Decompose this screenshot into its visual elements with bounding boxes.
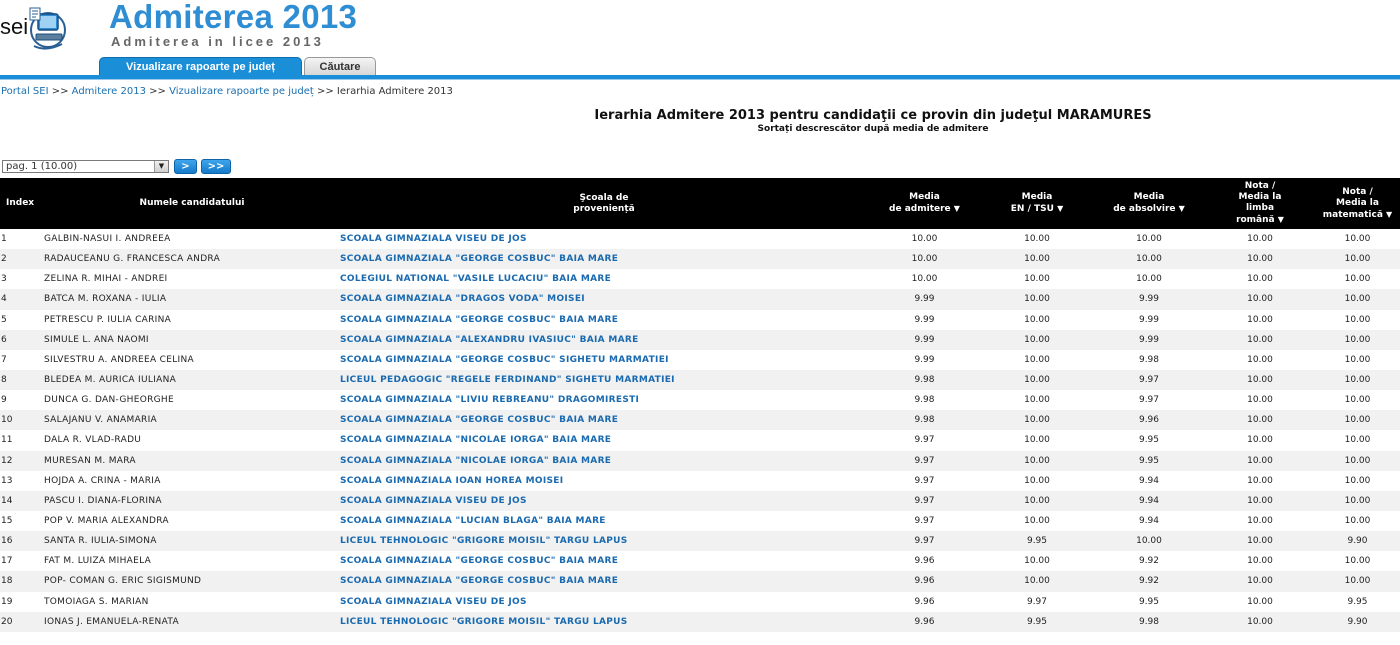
cell-media-absolvire: 9.98 <box>1138 616 1160 627</box>
cell-media-admitere: 9.98 <box>914 375 935 386</box>
cell-school[interactable]: LICEUL TEHNOLOGIC "GRIGORE MOISIL" TARGU LAPUS <box>340 536 628 547</box>
cell-index: 13 <box>1 475 13 486</box>
cell-nota-romana: 10.00 <box>1247 516 1273 527</box>
cell-media-absolvire: 9.95 <box>1138 455 1160 466</box>
cell-nota-mate: 9.95 <box>1347 596 1368 607</box>
cell-media-absolvire: 9.96 <box>1138 415 1160 426</box>
app-subtitle: Admiterea in licee 2013 <box>111 34 324 49</box>
cell-nota-mate: 10.00 <box>1344 556 1371 567</box>
cell-media-en: 9.95 <box>1026 536 1048 547</box>
cell-school[interactable]: SCOALA GIMNAZIALA "GEORGE COSBUC" BAIA MARE <box>340 415 619 426</box>
col-nota-romana-line2: Media la <box>1238 192 1282 202</box>
cell-name: DUNCA G. DAN-GHEORGHE <box>44 395 174 406</box>
cell-nota-mate: 10.00 <box>1344 375 1371 386</box>
cell-media-absolvire: 10.00 <box>1136 234 1162 245</box>
cell-media-en: 10.00 <box>1024 254 1050 265</box>
cell-index: 8 <box>1 375 7 386</box>
cell-school[interactable]: SCOALA GIMNAZIALA VISEU DE JOS <box>340 596 527 607</box>
cell-media-admitere: 9.97 <box>914 475 935 486</box>
breadcrumb-portal-sei[interactable]: Portal SEI <box>1 86 49 97</box>
cell-media-en: 10.00 <box>1024 234 1050 245</box>
last-page-button[interactable]: >> <box>201 159 231 174</box>
cell-school[interactable]: SCOALA GIMNAZIALA "GEORGE COSBUC" BAIA MARE <box>340 576 619 587</box>
col-nota-mate-line3: matematică <box>1322 209 1383 220</box>
col-nota-romana-line4: română <box>1236 215 1275 225</box>
cell-name: POP V. MARIA ALEXANDRA <box>44 516 169 527</box>
cell-media-en: 10.00 <box>1024 314 1050 325</box>
cell-nota-mate: 10.00 <box>1344 314 1371 325</box>
cell-name: HOJDA A. CRINA - MARIA <box>44 475 161 486</box>
cell-nota-mate: 9.90 <box>1347 536 1368 547</box>
cell-school[interactable]: SCOALA GIMNAZIALA "LUCIAN BLAGA" BAIA MARE <box>340 516 606 527</box>
cell-index: 7 <box>1 354 7 365</box>
cell-index: 19 <box>1 596 13 607</box>
sort-arrow-icon[interactable]: ▼ <box>953 204 960 213</box>
cell-media-en: 10.00 <box>1024 334 1050 345</box>
cell-nota-romana: 10.00 <box>1247 294 1273 305</box>
cell-school[interactable]: SCOALA GIMNAZIALA "NICOLAE IORGA" BAIA MARE <box>340 435 612 446</box>
cell-index: 1 <box>1 234 7 245</box>
cell-nota-mate: 10.00 <box>1344 475 1371 486</box>
cell-name: DALA R. VLAD-RADU <box>44 435 142 446</box>
cell-media-absolvire: 9.92 <box>1138 576 1160 587</box>
table-row <box>0 310 1400 330</box>
col-nota-mate[interactable] <box>1315 178 1400 229</box>
cell-school[interactable]: SCOALA GIMNAZIALA "GEORGE COSBUC" SIGHETU MARMATIEI <box>340 354 669 365</box>
cell-school[interactable]: COLEGIUL NATIONAL "VASILE LUCACIU" BAIA MARE <box>340 274 612 285</box>
cell-index: 14 <box>1 495 13 506</box>
cell-media-admitere: 9.96 <box>914 616 935 627</box>
cell-nota-mate: 10.00 <box>1344 435 1371 446</box>
col-nota-romana[interactable] <box>1205 178 1315 229</box>
cell-name: ZELINA R. MIHAI - ANDREI <box>44 274 168 285</box>
cell-nota-mate: 10.00 <box>1344 495 1371 506</box>
cell-media-absolvire: 9.99 <box>1138 334 1160 345</box>
table-header <box>0 178 1400 229</box>
cell-nota-romana: 10.00 <box>1247 395 1273 406</box>
cell-media-admitere: 9.96 <box>914 596 935 607</box>
cell-nota-romana: 10.00 <box>1247 375 1273 386</box>
tab-rapoarte-judet[interactable]: Vizualizare rapoarte pe județ <box>99 57 302 77</box>
table-row <box>0 451 1400 471</box>
col-nota-mate-line1: Nota / <box>1342 186 1373 197</box>
cell-media-admitere: 9.99 <box>914 314 935 325</box>
col-media-en[interactable] <box>981 178 1093 229</box>
cell-nota-mate: 10.00 <box>1344 455 1371 466</box>
sort-arrow-icon[interactable]: ▼ <box>1057 204 1064 213</box>
cell-media-en: 10.00 <box>1024 556 1050 567</box>
cell-name: SALAJANU V. ANAMARIA <box>44 415 157 426</box>
cell-index: 18 <box>1 576 13 587</box>
table-row <box>0 229 1400 249</box>
cell-media-en: 10.00 <box>1024 354 1050 365</box>
breadcrumb-separator: >> <box>149 86 166 97</box>
table-row <box>0 571 1400 591</box>
breadcrumb-admitere[interactable]: Admitere 2013 <box>71 86 146 97</box>
cell-school[interactable]: SCOALA GIMNAZIALA "ALEXANDRU IVASIUC" BAIA MARE <box>340 334 639 345</box>
col-school-line2: proveniență <box>573 203 635 214</box>
cell-media-absolvire: 9.94 <box>1138 495 1160 506</box>
table-row <box>0 471 1400 491</box>
chevron-down-icon[interactable]: ▼ <box>154 161 168 172</box>
cell-media-admitere: 9.99 <box>914 334 935 345</box>
cell-school[interactable]: SCOALA GIMNAZIALA VISEU DE JOS <box>340 234 527 245</box>
cell-nota-romana: 10.00 <box>1247 536 1273 547</box>
cell-media-en: 10.00 <box>1024 274 1050 285</box>
cell-media-absolvire: 9.95 <box>1138 435 1160 446</box>
cell-media-en: 10.00 <box>1024 294 1050 305</box>
cell-nota-romana: 10.00 <box>1247 435 1273 446</box>
cell-media-absolvire: 10.00 <box>1136 254 1162 265</box>
table-row <box>0 410 1400 430</box>
cell-name: IONAS J. EMANUELA-RENATA <box>44 616 179 627</box>
cell-media-en: 10.00 <box>1024 576 1050 587</box>
cell-school[interactable]: SCOALA GIMNAZIALA "GEORGE COSBUC" BAIA MARE <box>340 314 619 325</box>
cell-media-absolvire: 9.94 <box>1138 516 1160 527</box>
table-row <box>0 612 1400 632</box>
cell-nota-romana: 10.00 <box>1247 254 1273 265</box>
sort-note: Sortați descrescător după media de admitere <box>757 124 989 134</box>
col-nota-romana-line1: Nota / <box>1244 181 1276 191</box>
cell-nota-romana: 10.00 <box>1247 495 1273 506</box>
cell-media-absolvire: 9.94 <box>1138 475 1160 486</box>
cell-nota-mate: 10.00 <box>1344 294 1371 305</box>
cell-school[interactable]: SCOALA GIMNAZIALA "LIVIU REBREANU" DRAGOMIRESTI <box>340 395 640 406</box>
cell-index: 16 <box>1 536 13 547</box>
cell-name: PASCU I. DIANA-FLORINA <box>44 495 162 506</box>
cell-name: SILVESTRU A. ANDREEA CELINA <box>44 354 194 365</box>
cell-name: TOMOIAGA S. MARIAN <box>44 596 149 607</box>
cell-nota-mate: 10.00 <box>1344 516 1371 527</box>
cell-media-en: 10.00 <box>1024 395 1050 406</box>
table-row <box>0 269 1400 289</box>
breadcrumb-current: Ierarhia Admitere 2013 <box>336 86 453 97</box>
table-row <box>0 390 1400 410</box>
page-select[interactable] <box>2 160 169 173</box>
cell-name: SIMULE L. ANA NAOMI <box>44 334 149 345</box>
cell-name: FAT M. LUIZA MIHAELA <box>44 556 152 567</box>
cell-school[interactable]: LICEUL TEHNOLOGIC "GRIGORE MOISIL" TARGU LAPUS <box>340 616 628 627</box>
page-select-value: pag. 1 (10.00) <box>6 161 78 172</box>
sort-arrow-icon[interactable]: ▼ <box>1178 204 1185 213</box>
cell-name: GALBIN-NASUI I. ANDREEA <box>44 234 171 245</box>
cell-index: 20 <box>1 616 13 627</box>
cell-index: 17 <box>1 556 13 567</box>
cell-index: 15 <box>1 516 13 527</box>
table-row <box>0 330 1400 350</box>
cell-media-admitere: 9.97 <box>914 495 935 506</box>
results-table <box>0 178 1400 632</box>
cell-nota-mate: 10.00 <box>1344 576 1371 587</box>
cell-nota-romana: 10.00 <box>1247 576 1273 587</box>
col-media-en-line1: Media <box>1021 192 1053 202</box>
col-media-admitere[interactable] <box>868 178 981 229</box>
cell-nota-romana: 10.00 <box>1247 415 1273 426</box>
cell-media-en: 10.00 <box>1024 495 1050 506</box>
cell-school[interactable]: LICEUL PEDAGOGIC "REGELE FERDINAND" SIGHETU MARMATIEI <box>340 375 675 386</box>
cell-media-absolvire: 9.97 <box>1138 395 1160 406</box>
table-row <box>0 289 1400 309</box>
cell-name: BLEDEA M. AURICA IULIANA <box>44 375 177 386</box>
tab-cautare[interactable]: Căutare <box>304 57 376 77</box>
cell-media-admitere: 9.96 <box>914 556 935 567</box>
cell-name: SANTA R. IULIA-SIMONA <box>44 536 157 547</box>
cell-nota-mate: 10.00 <box>1344 234 1371 245</box>
table-row <box>0 370 1400 390</box>
col-media-en-line2: EN / TSU <box>1010 204 1054 214</box>
cell-media-admitere: 9.98 <box>914 415 935 426</box>
col-media-absolvire[interactable] <box>1093 178 1205 229</box>
cell-school[interactable]: SCOALA GIMNAZIALA IOAN HOREA MOISEI <box>340 475 564 486</box>
cell-media-absolvire: 10.00 <box>1136 536 1162 547</box>
table-row <box>0 531 1400 551</box>
breadcrumb-rapoarte[interactable]: Vizualizare rapoarte pe județ <box>169 86 314 97</box>
cell-nota-romana: 10.00 <box>1247 455 1273 466</box>
cell-nota-romana: 10.00 <box>1247 475 1273 486</box>
cell-index: 11 <box>1 435 13 446</box>
sort-arrow-icon[interactable]: ▼ <box>1386 209 1393 219</box>
cell-media-absolvire: 10.00 <box>1136 274 1162 285</box>
col-name: Numele candidatului <box>139 198 245 208</box>
cell-index: 10 <box>1 415 13 426</box>
cell-media-en: 10.00 <box>1024 435 1050 446</box>
cell-media-en: 9.95 <box>1026 616 1048 627</box>
cell-media-admitere: 10.00 <box>911 274 938 285</box>
cell-nota-romana: 10.00 <box>1247 616 1273 627</box>
cell-media-en: 10.00 <box>1024 516 1050 527</box>
col-nota-mate-line2: Media la <box>1336 197 1379 208</box>
cell-name: POP- COMAN G. ERIC SIGISMUND <box>44 576 202 587</box>
breadcrumb-separator: >> <box>51 86 69 97</box>
cell-index: 5 <box>1 314 7 325</box>
cell-school[interactable]: SCOALA GIMNAZIALA "GEORGE COSBUC" BAIA MARE <box>340 556 619 567</box>
cell-index: 3 <box>1 274 7 285</box>
col-school <box>340 178 868 229</box>
breadcrumb-separator: >> <box>316 86 334 97</box>
cell-school[interactable]: SCOALA GIMNAZIALA "DRAGOS VODA" MOISEI <box>340 294 585 305</box>
cell-media-admitere: 9.96 <box>914 576 935 587</box>
cell-index: 2 <box>1 254 7 265</box>
cell-index: 6 <box>1 334 7 345</box>
cell-media-absolvire: 9.99 <box>1138 294 1160 305</box>
cell-media-en: 10.00 <box>1024 455 1050 466</box>
cell-media-absolvire: 9.92 <box>1138 556 1160 567</box>
table-row <box>0 491 1400 511</box>
breadcrumb <box>1 86 453 97</box>
computer-icon <box>26 6 66 56</box>
cell-school[interactable]: SCOALA GIMNAZIALA "NICOLAE IORGA" BAIA MARE <box>340 455 612 466</box>
col-nota-romana-line3: limba <box>1245 203 1275 213</box>
col-media-admitere-line1: Media <box>909 192 940 202</box>
next-page-button[interactable]: > <box>174 159 197 174</box>
cell-index: 12 <box>1 455 13 466</box>
table-row <box>0 551 1400 571</box>
cell-nota-mate: 10.00 <box>1344 415 1371 426</box>
cell-nota-mate: 9.90 <box>1347 616 1368 627</box>
cell-media-en: 9.97 <box>1026 596 1048 607</box>
page-title: Ierarhia Admitere 2013 pentru candidaţii ce provin din judeţul MARAMURES <box>594 108 1152 123</box>
cell-nota-romana: 10.00 <box>1247 354 1273 365</box>
cell-media-absolvire: 9.98 <box>1138 354 1160 365</box>
cell-media-admitere: 9.97 <box>914 516 935 527</box>
logo-text: sei <box>0 14 29 39</box>
table-row <box>0 249 1400 269</box>
col-school-line1: Şcoala de <box>579 192 629 203</box>
table-row <box>0 350 1400 370</box>
cell-nota-mate: 10.00 <box>1344 254 1371 265</box>
table-row <box>0 511 1400 531</box>
cell-nota-romana: 10.00 <box>1247 596 1273 607</box>
cell-school[interactable]: SCOALA GIMNAZIALA VISEU DE JOS <box>340 495 527 506</box>
table-body <box>0 229 1400 632</box>
cell-media-admitere: 9.97 <box>914 455 935 466</box>
app-title: Admiterea 2013 <box>109 0 358 35</box>
cell-index: 4 <box>1 294 7 305</box>
cell-media-en: 10.00 <box>1024 475 1050 486</box>
col-media-admitere-line2: de admitere <box>889 204 951 214</box>
cell-nota-romana: 10.00 <box>1247 314 1273 325</box>
cell-media-admitere: 9.97 <box>914 536 935 547</box>
cell-index: 9 <box>1 395 7 406</box>
cell-name: RADAUCEANU G. FRANCESCA ANDRA <box>44 254 221 265</box>
cell-name: PETRESCU P. IULIA CARINA <box>44 314 172 325</box>
cell-media-admitere: 9.99 <box>914 294 935 305</box>
cell-media-en: 10.00 <box>1024 375 1050 386</box>
cell-media-en: 10.00 <box>1024 415 1050 426</box>
sort-arrow-icon[interactable]: ▼ <box>1277 215 1284 224</box>
cell-media-absolvire: 9.95 <box>1138 596 1160 607</box>
header-divider-light <box>0 79 1400 80</box>
cell-nota-romana: 10.00 <box>1247 274 1273 285</box>
table-row <box>0 430 1400 450</box>
cell-nota-romana: 10.00 <box>1247 334 1273 345</box>
cell-school[interactable]: SCOALA GIMNAZIALA "GEORGE COSBUC" BAIA MARE <box>340 254 619 265</box>
cell-media-admitere: 9.97 <box>914 435 935 446</box>
cell-nota-romana: 10.00 <box>1247 234 1273 245</box>
cell-nota-mate: 10.00 <box>1344 334 1371 345</box>
col-media-absolvire-line2: de absolvire <box>1113 204 1176 214</box>
cell-media-admitere: 10.00 <box>911 254 938 265</box>
page-header <box>0 0 1400 80</box>
cell-media-admitere: 10.00 <box>911 234 938 245</box>
table-row <box>0 592 1400 612</box>
col-media-absolvire-line1: Media <box>1133 192 1165 202</box>
cell-nota-mate: 10.00 <box>1344 354 1371 365</box>
cell-name: MURESAN M. MARA <box>44 455 136 466</box>
cell-nota-romana: 10.00 <box>1247 556 1273 567</box>
cell-name: BATCA M. ROXANA - IULIA <box>44 294 167 305</box>
cell-media-admitere: 9.99 <box>914 354 935 365</box>
cell-media-absolvire: 9.99 <box>1138 314 1160 325</box>
cell-nota-mate: 10.00 <box>1344 274 1371 285</box>
col-index: Index <box>6 198 35 208</box>
cell-nota-mate: 10.00 <box>1344 395 1371 406</box>
cell-media-absolvire: 9.97 <box>1138 375 1160 386</box>
cell-media-admitere: 9.98 <box>914 395 935 406</box>
